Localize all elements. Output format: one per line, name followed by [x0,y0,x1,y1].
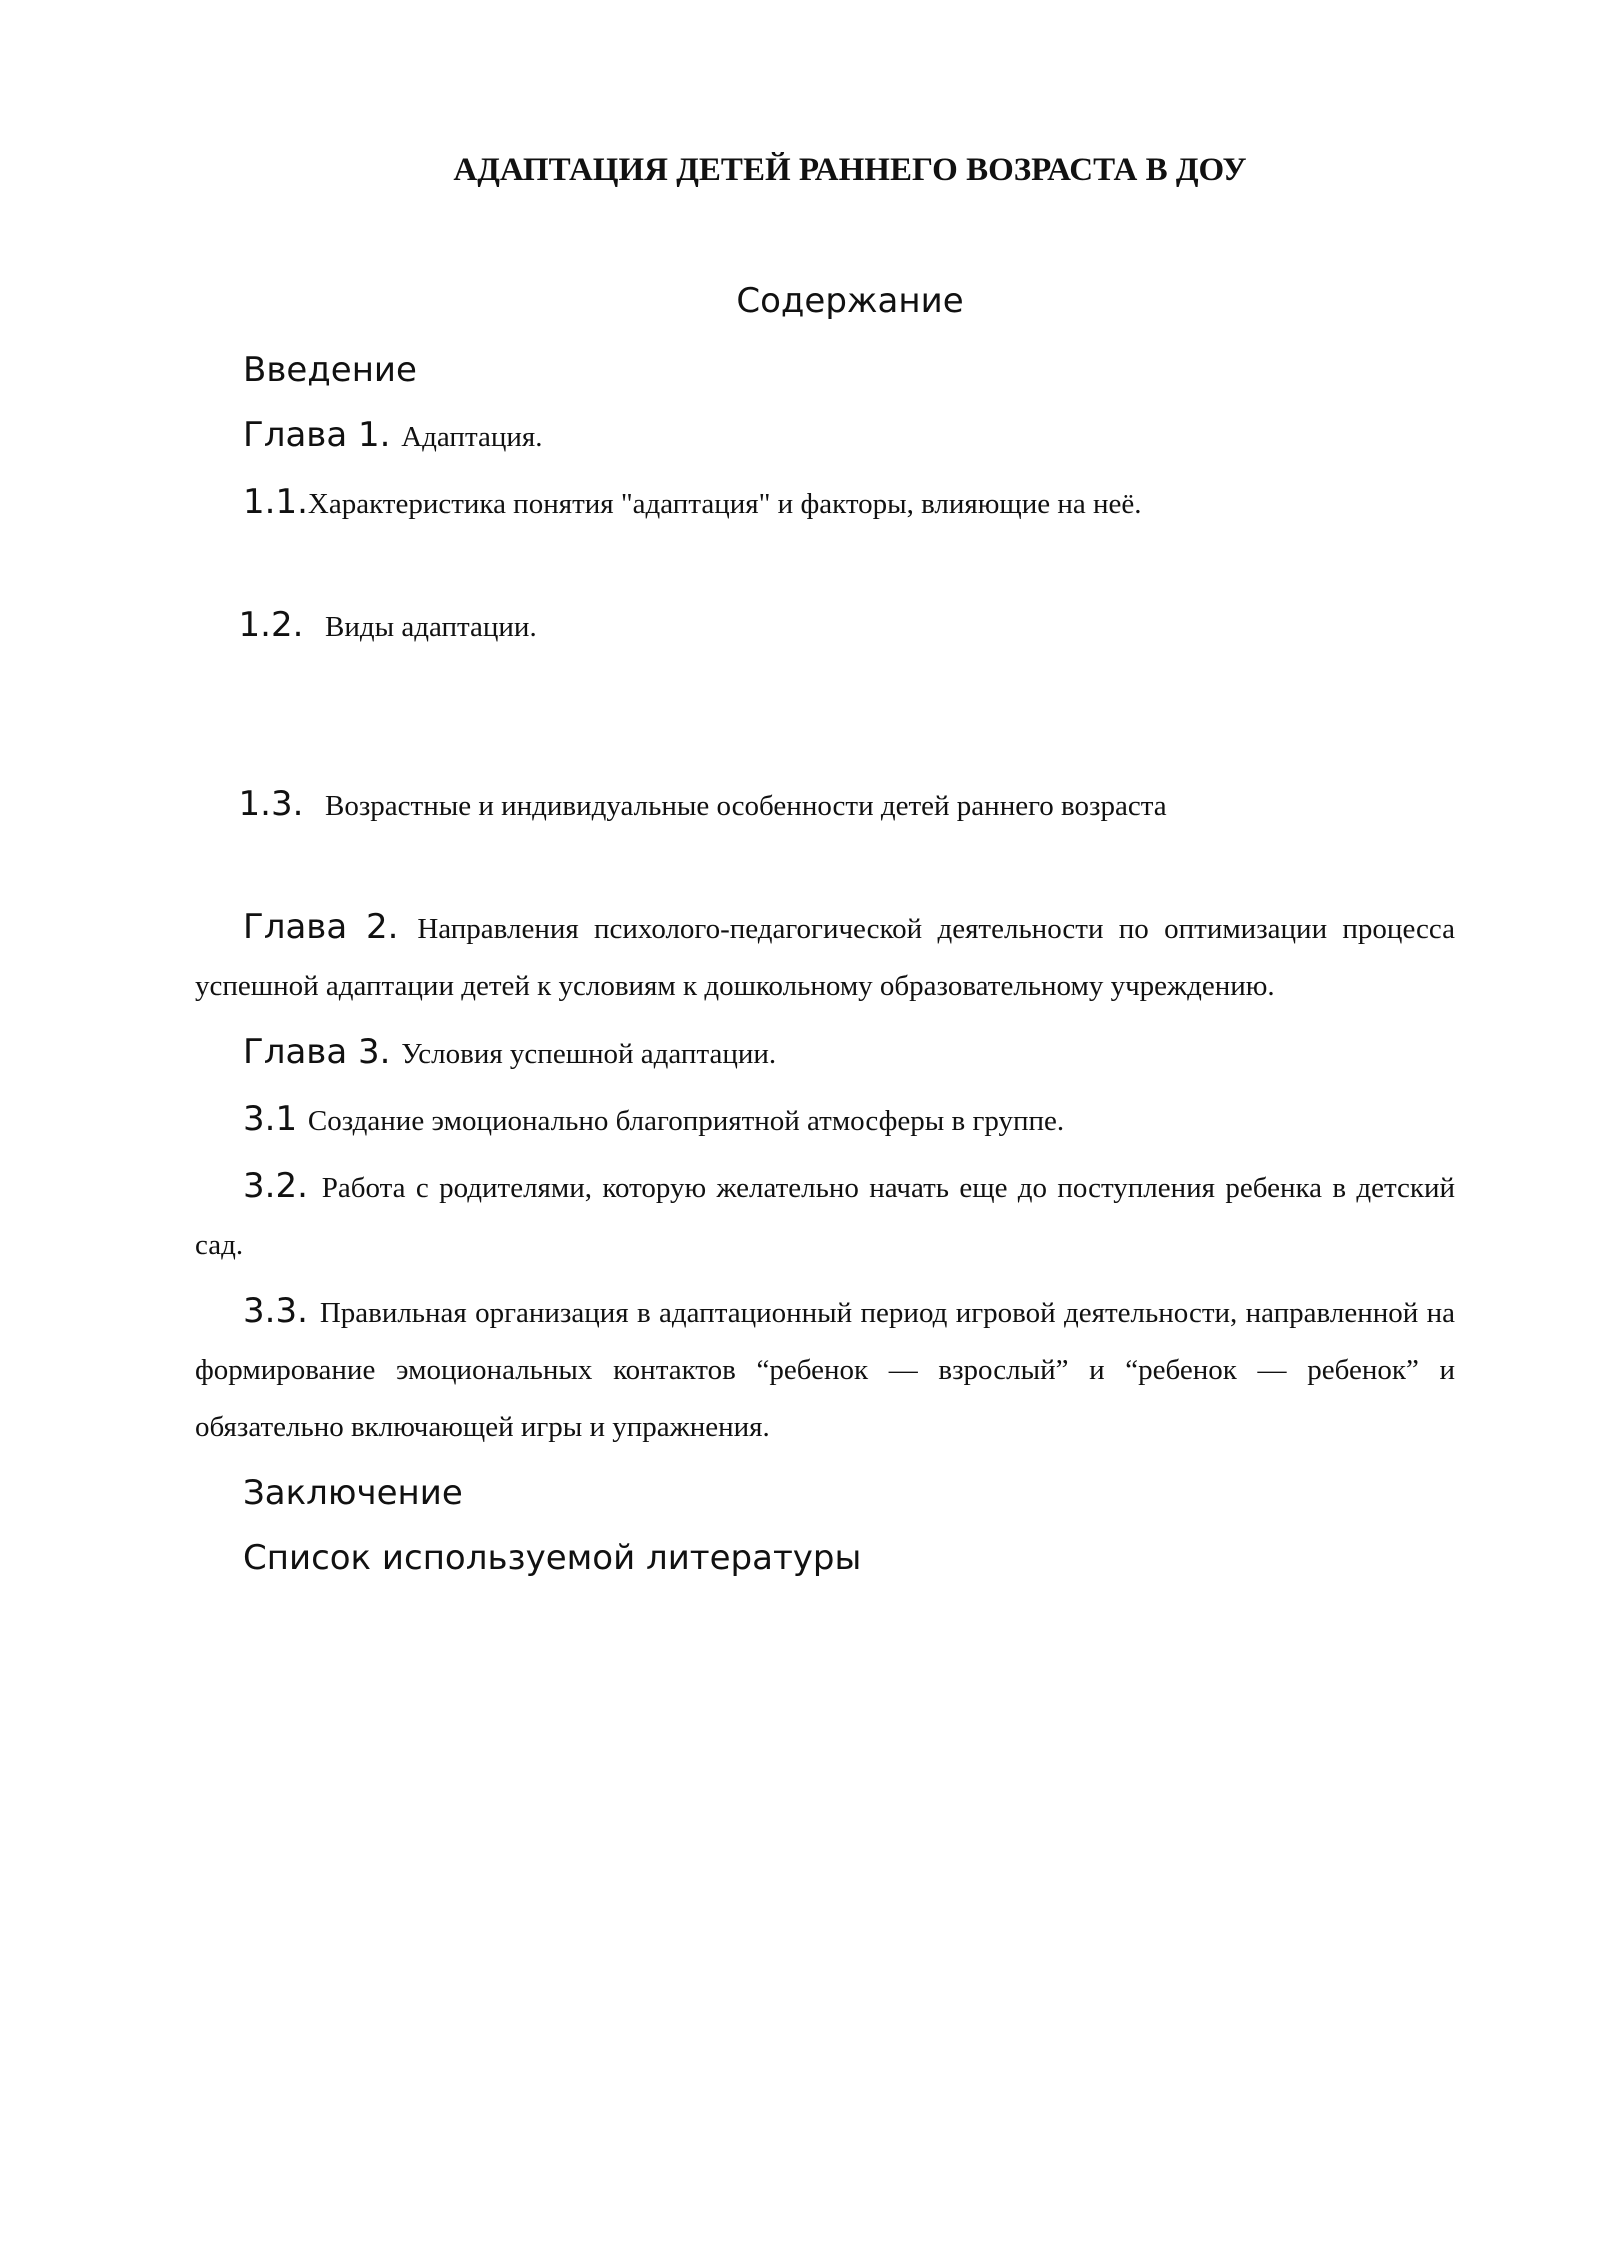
toc-heading: Содержание [736,281,964,321]
toc-entry-conclusion [195,1465,1455,1521]
toc-entry-chapter-1 [195,407,1455,465]
toc-entry-text: Условия успешной адаптации. [401,1038,777,1070]
toc-entry-number: Глава 2. [243,907,418,947]
toc-entry-text: Список используемой литературы [243,1538,862,1578]
toc-entry-number: 3.3. [243,1291,320,1331]
toc-entry-3-3 [195,1283,1455,1456]
toc-entry-1-2 [195,541,1455,711]
toc-entry-number: Глава 3. [243,1032,402,1072]
toc-entry-number: 1.2. [238,605,325,645]
toc-entry-1-1 [195,474,1455,532]
toc-entry-text: Виды адаптации. [325,611,537,643]
toc-entry-number: 1.3. [238,784,325,824]
document-title: АДАПТАЦИЯ ДЕТЕЙ РАННЕГО ВОЗРАСТА В ДОУ [453,152,1247,188]
toc-entry-chapter-2 [195,899,1455,1015]
toc-entry-text: Введение [243,350,417,390]
toc-entry-introduction [195,342,1455,398]
toc-entry-text: Адаптация. [401,421,543,453]
toc-entry-number: Глава 1. [243,415,402,455]
toc-entry-text: Возрастные и индивидуальные особенности детей раннего возраста [325,790,1167,822]
table-of-contents [195,342,1455,1595]
toc-entry-bibliography [195,1530,1455,1586]
toc-entry-number: 1.1. [243,482,308,522]
toc-entry-text: Создание эмоционально благоприятной атмосферы в группе. [307,1105,1065,1137]
toc-entry-text: Работа с родителями, которую желательно начать еще до поступления ребенка в детский сад. [195,1172,1456,1261]
toc-entry-1-3 [195,720,1455,890]
toc-entry-number: 3.1 [243,1099,308,1139]
toc-entry-3-1 [195,1091,1455,1149]
toc-entry-chapter-3 [195,1024,1455,1082]
toc-entry-text: Заключение [243,1473,463,1513]
toc-entry-number: 3.2. [243,1166,322,1206]
toc-entry-text: Характеристика понятия "адаптация" и факторы, влияющие на неё. [307,488,1142,520]
toc-entry-text: Направления психолого-педагогической деятельности по оптимизации процесса успешной адаптации детей к условиям к дошкольному образовательному учреждению. [195,913,1456,1002]
toc-entry-text: Правильная организация в адаптационный период игровой деятельности, направленной на формирование эмоциональных контактов “ребенок — взрослый” и “ребенок — ребенок” и обязательно включающей игры и упражнения. [195,1297,1456,1443]
toc-entry-3-2 [195,1158,1455,1274]
